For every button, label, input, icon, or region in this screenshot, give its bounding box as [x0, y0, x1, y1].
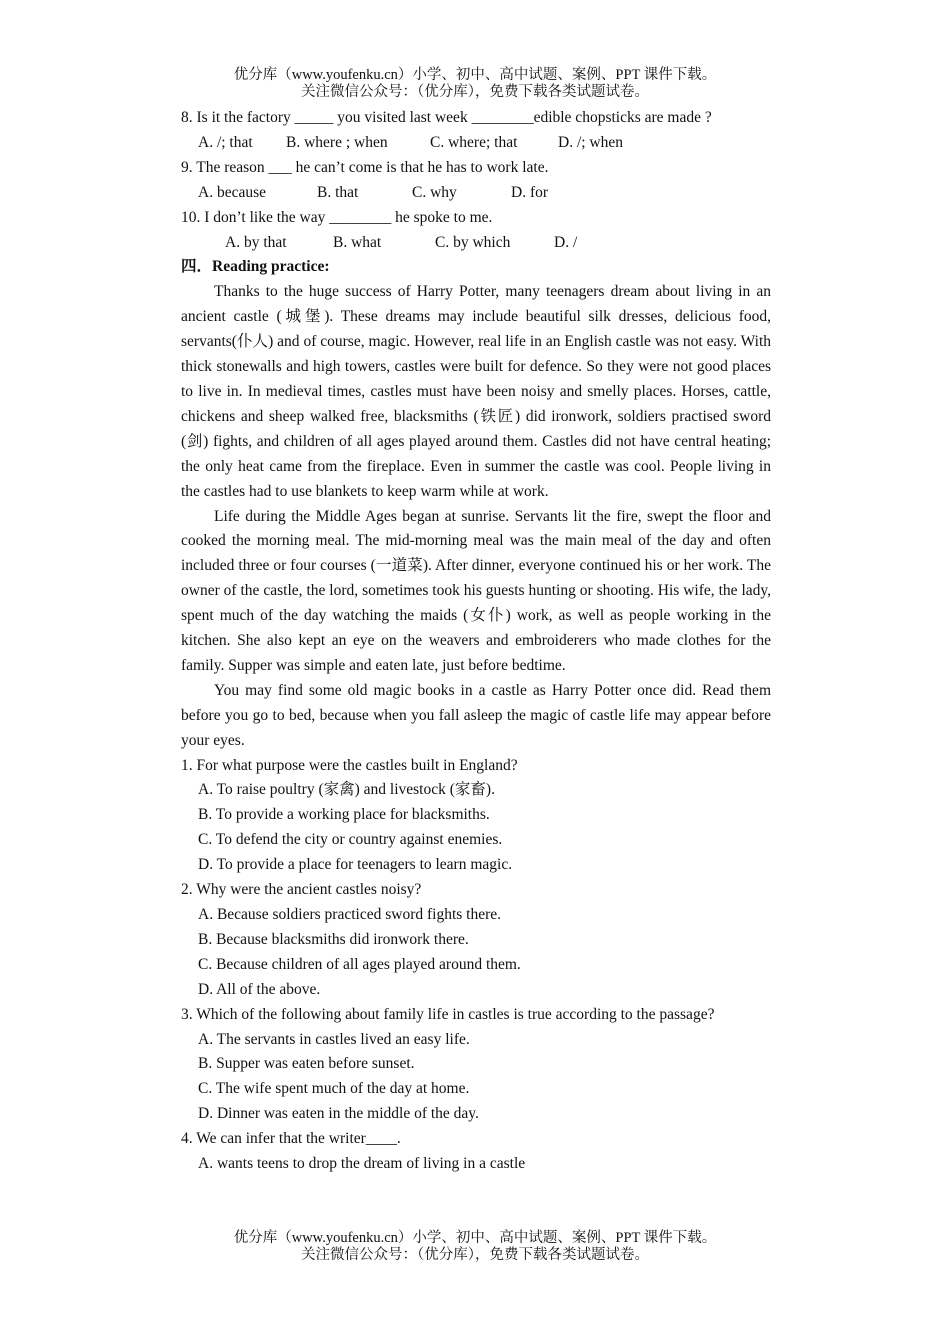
question-10-options: [181, 231, 771, 256]
reading-question-2-stem: 2. Why were the ancient castles noisy?: [181, 881, 422, 899]
option-a: A. because: [198, 183, 266, 201]
reading-question-3-stem: 3. Which of the following about family life in castles is true according to the passage?: [181, 1005, 715, 1023]
reading-question-1-option-d: D. To provide a place for teenagers to learn magic.: [198, 856, 513, 874]
reading-question-1-stem: 1. For what purpose were the castles built in England?: [181, 756, 518, 774]
option-b: B. where ; when: [286, 133, 388, 151]
option-c: C. where; that: [430, 133, 518, 151]
option-a: A. /; that: [198, 133, 253, 151]
reading-question-3-option-b: B. Supper was eaten before sunset.: [198, 1055, 415, 1073]
question-8-stem: 8. Is it the factory _____ you visited last week ________edible chopsticks are made ?: [181, 109, 712, 126]
reading-question-3-option-d: D. Dinner was eaten in the middle of the day.: [198, 1105, 479, 1123]
section-title: 四．Reading practice:: [181, 258, 330, 276]
question-9-stem: 9. The reason ___ he can’t come is that he has to work late.: [181, 158, 549, 176]
option-b: B. what: [333, 233, 382, 251]
passage-paragraph-1: Thanks to the huge success of Harry Potter, many teenagers dream about living in an ancient castle (城堡). These dreams may include beautiful silk dresses, delicious food, servants(仆人) and of course, magic. However, real life in an English castle was not easy. With thick stonewalls and high towers, castles were built for defence. So they were not good places to live in. In medieval times, castles must have been noisy and smelly places. Horses, cattle, chickens and sheep walked free, blacksmiths (铁匠) did ironwork, soldiers practised sword (剑) fights, and children of all ages played around them. Castles did not have central heating; the only heat came from the fireplace. Even in summer the castle was cool. People living in the castles had to use blankets to keep warm while at work.: [181, 283, 771, 500]
reading-question-2-option-c: C. Because children of all ages played around them.: [198, 955, 521, 973]
option-c: C. by which: [435, 233, 511, 251]
reading-question-1-option-b: B. To provide a working place for blacksmiths.: [198, 806, 490, 824]
reading-question-3-option-c: C. The wife spent much of the day at home.: [198, 1080, 470, 1098]
reading-question-2-option-d: D. All of the above.: [198, 980, 321, 998]
reading-question-3-option-a: A. The servants in castles lived an easy life.: [198, 1030, 470, 1048]
reading-question-4-stem: 4. We can infer that the writer____.: [181, 1130, 401, 1148]
question-9-options: [181, 181, 771, 206]
page-header: [0, 67, 950, 101]
passage-paragraph-3: You may find some old magic books in a castle as Harry Potter once did. Read them before you go to bed, because when you fall asleep the magic of castle life may appear before your eyes.: [181, 681, 771, 749]
header-line-1: 优分库（www.youfenku.cn）小学、初中、高中试题、案例、PPT 课件下载。: [233, 67, 717, 83]
page-footer: [0, 1230, 950, 1264]
option-d: D. /: [554, 233, 578, 251]
question-8-options: [181, 131, 771, 156]
reading-question-1-option-a: A. To raise poultry (家禽) and livestock (家畜).: [198, 781, 495, 799]
reading-question-2-option-b: B. Because blacksmiths did ironwork there.: [198, 930, 469, 948]
option-c: C. why: [412, 183, 457, 201]
reading-question-4-option-a: A. wants teens to drop the dream of living in a castle: [198, 1155, 526, 1173]
option-a: A. by that: [225, 233, 287, 251]
option-d: D. /; when: [558, 133, 624, 151]
option-d: D. for: [511, 183, 549, 201]
passage-paragraph-2: Life during the Middle Ages began at sunrise. Servants lit the fire, swept the floor and cooked the morning meal. The mid-morning meal was the main meal of the day and often included three or four courses (一道菜). After dinner, everyone continued his or her work. The owner of the castle, the lord, sometimes took his guests hunting or shooting. His wife, the lady, spent much of the day watching the maids (女仆) work, as well as people working in the kitchen. She also kept an eye on the weavers and embroiderers who made clothes for the family. Supper was simple and eaten late, just before bedtime.: [181, 507, 771, 674]
question-10-stem: 10. I don’t like the way ________ he spoke to me.: [181, 208, 493, 226]
document-body: [181, 106, 771, 1177]
reading-question-1-option-c: C. To defend the city or country against enemies.: [198, 831, 503, 849]
footer-line-1: 优分库（www.youfenku.cn）小学、初中、高中试题、案例、PPT 课件下载。: [233, 1230, 717, 1246]
header-line-2: 关注微信公众号：（优分库），免费下载各类试题试卷。: [301, 84, 649, 100]
footer-line-2: 关注微信公众号：（优分库），免费下载各类试题试卷。: [301, 1247, 649, 1263]
option-b: B. that: [317, 183, 359, 201]
reading-question-2-option-a: A. Because soldiers practiced sword fights there.: [198, 906, 502, 923]
